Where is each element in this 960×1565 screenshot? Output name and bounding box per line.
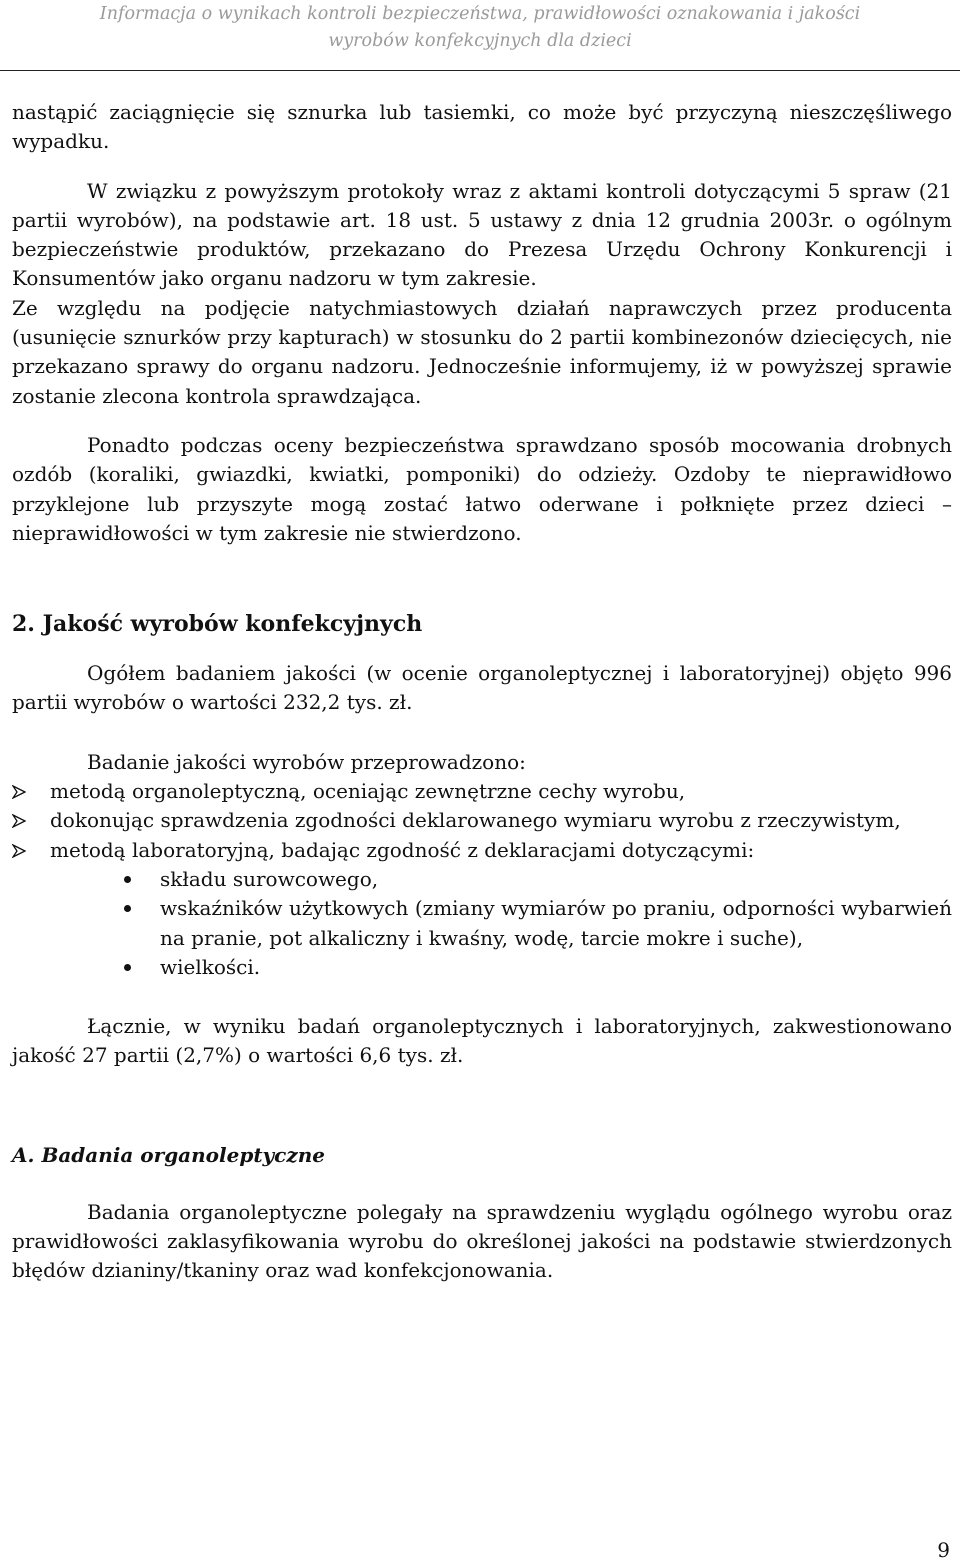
paragraph-protocols-transfer: W związku z powyższym protokoły wraz z aktami kontroli dotyczącymi 5 spraw (21 partii wyrobów), na podstawie art. 18 ust. 5 ustawy z dnia 12 grudnia 2003r. o ogólnym bezpieczeństwie produktów, przekazano do Prezesa Urzędu Ochrony Konkurencji i Konsumentów jako organu nadzoru w tym zakresie.: [12, 178, 952, 291]
list-item: [160, 865, 952, 894]
bullet-dot-icon: [124, 964, 131, 971]
list-item: [12, 806, 952, 835]
lab-item-label: wskaźników użytkowych (zmiany wymiarów po praniu, odporności wybarwień na pranie, pot alkaliczny i kwaśny, wodę, tarcie mokre i suche),: [160, 896, 952, 950]
method-label: metodą laboratoryjną, badając zgodność z deklaracjami dotyczącymi:: [50, 837, 755, 862]
section-2-heading: 2. Jakość wyrobów konfekcyjnych: [12, 611, 423, 638]
paragraph-methods-intro: Badanie jakości wyrobów przeprowadzono:: [87, 749, 526, 774]
lab-item-label: wielkości.: [160, 954, 261, 979]
paragraph-continuation: nastąpić zaciągnięcie się sznurka lub tasiemki, co może być przyczyną nieszczęśliwego wypadku.: [12, 100, 952, 154]
lab-items-list: [12, 865, 952, 982]
arrowhead-bullet-icon: [12, 844, 26, 858]
page-header: [0, 0, 960, 55]
list-item: [12, 777, 952, 806]
bullet-dot-icon: [124, 876, 131, 883]
page-number: 9: [937, 1538, 950, 1562]
methods-list: [12, 777, 952, 865]
paragraph-quality-scope: Ogółem badaniem jakości (w ocenie organoleptycznej i laboratoryjnej) objęto 996 partii wyrobów o wartości 232,2 tys. zł.: [12, 661, 952, 715]
list-item: [160, 953, 952, 982]
lab-item-label: składu surowcowego,: [160, 866, 379, 891]
header-title-line-2: wyrobów konfekcyjnych dla dzieci: [328, 31, 632, 51]
paragraph-organoleptic-tests: Badania organoleptyczne polegały na sprawdzeniu wyglądu ogólnego wyrobu oraz prawidłowości zaklasyfikowania wyrobu do określonej jakości na podstawie stwierdzonych błędów dzianiny/tkaniny oraz wad konfekcjonowania.: [12, 1199, 952, 1283]
header-title-line-1: Informacja o wynikach kontroli bezpieczeństwa, prawidłowości oznakowania i jakości: [99, 4, 861, 24]
section-a-heading: A. Badania organoleptyczne: [12, 1142, 325, 1167]
arrowhead-bullet-icon: [12, 814, 26, 828]
bullet-dot-icon: [124, 905, 131, 912]
list-item: [12, 836, 952, 865]
paragraph-corrective-actions: Ze względu na podjęcie natychmiastowych działań naprawczych przez producenta (usunięcie sznurków przy kapturach) w stosunku do 2 partii kombinezonów dziecięcych, nie przekazano sprawy do organu nadzoru. Jednocześnie informujemy, iż w powyższej sprawie zostanie zlecona kontrola sprawdzająca.: [12, 295, 952, 408]
paragraph-rejected-summary: Łącznie, w wyniku badań organoleptycznych i laboratoryjnych, zakwestionowano jakość 27 partii (2,7%) o wartości 6,6 tys. zł.: [12, 1014, 952, 1068]
list-item: [160, 894, 952, 953]
method-label: metodą organoleptyczną, oceniając zewnętrzne cechy wyrobu,: [50, 779, 686, 804]
header-divider: [0, 70, 960, 71]
paragraph-decorations-check: Ponadto podczas oceny bezpieczeństwa sprawdzano sposób mocowania drobnych ozdób (koraliki, gwiazdki, kwiatki, pomponiki) do odzieży. Ozdoby te nieprawidłowo przyklejone lub przyszyte mogą zostać łatwo oderwane i połknięte przez dzieci – nieprawidłowości w tym zakresie nie stwierdzono.: [12, 432, 952, 545]
arrowhead-bullet-icon: [12, 785, 26, 799]
method-label: dokonując sprawdzenia zgodności deklarowanego wymiaru wyrobu z rzeczywistym,: [50, 808, 901, 833]
document-body: [12, 98, 952, 1286]
